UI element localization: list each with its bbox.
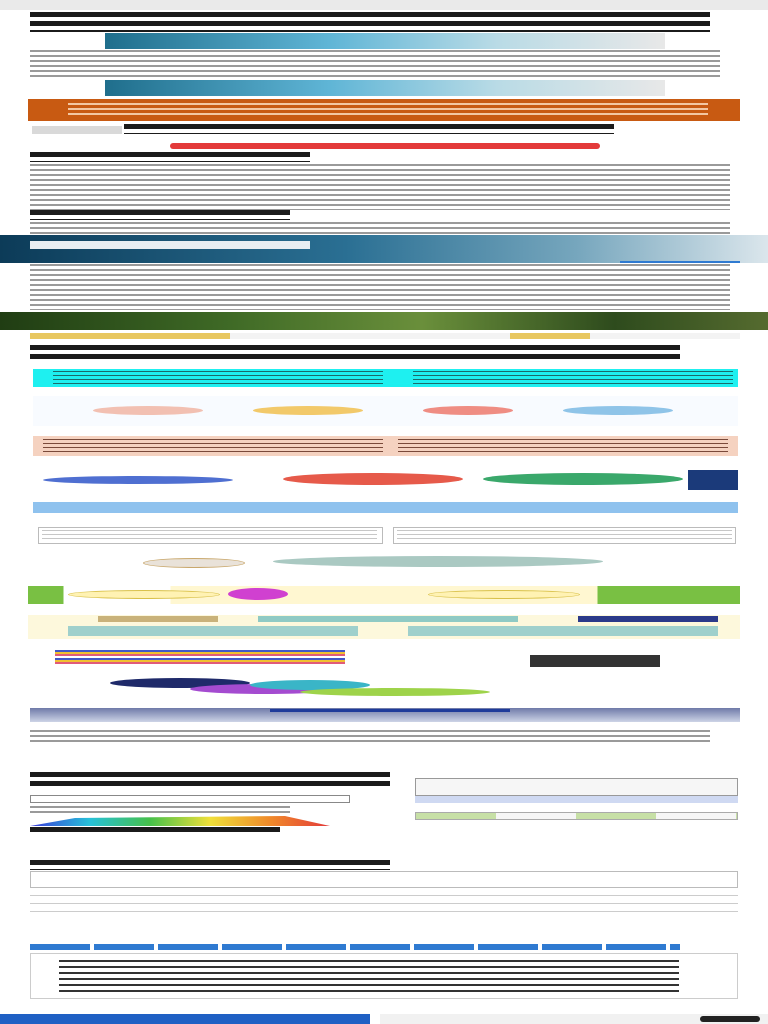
footer-box [30,953,738,999]
color-table [55,650,345,666]
section-1-text-lines [30,164,730,210]
related-right-green [415,812,738,820]
caption-bar [30,333,740,339]
red-button[interactable] [170,143,600,149]
section-1-title-lines [30,152,310,162]
section-3-text-lines [30,264,730,310]
ovals-infographic [33,468,738,492]
author-avatar [32,126,122,134]
hero-image-2 [105,80,665,96]
bubbles-infographic [33,396,738,426]
section-2-title-lines [30,210,290,220]
ribbon-bar [30,708,740,722]
related-right-bar [415,796,738,803]
blue-bar [33,502,738,513]
related-left-card[interactable] [30,795,350,803]
hero-image-1 [105,33,665,49]
swirl-graphic [100,676,700,701]
reply-title-lines [30,860,390,870]
pill-infographic [33,555,738,569]
section-3-title-lines [30,345,680,360]
name-input[interactable] [30,889,738,896]
salmon-table [33,436,738,456]
top-header [0,0,768,10]
logo-area [530,655,660,667]
article-title-lines [30,12,710,32]
section-2-text-lines [30,222,730,234]
arrow-infographic [28,586,740,604]
web-input[interactable] [30,905,738,912]
buttons-infographic [28,615,740,639]
hero-banner [0,235,768,263]
related-left-lines [30,806,290,816]
bottom-bar-left[interactable] [0,1014,370,1024]
orange-bar[interactable] [28,99,740,121]
email-input[interactable] [30,897,738,904]
cyan-table [33,369,738,387]
ribbon-text-lines [30,730,710,744]
related-right-card[interactable] [415,778,738,796]
nature-image-strip [0,312,768,330]
rainbow-image [30,816,330,826]
footer-box-title[interactable] [30,944,680,950]
bottom-bar-right[interactable] [380,1014,768,1024]
author-name-lines [124,124,614,134]
comment-textarea[interactable] [30,871,738,888]
intro-text-lines [30,50,720,80]
related-title-lines [30,772,390,790]
